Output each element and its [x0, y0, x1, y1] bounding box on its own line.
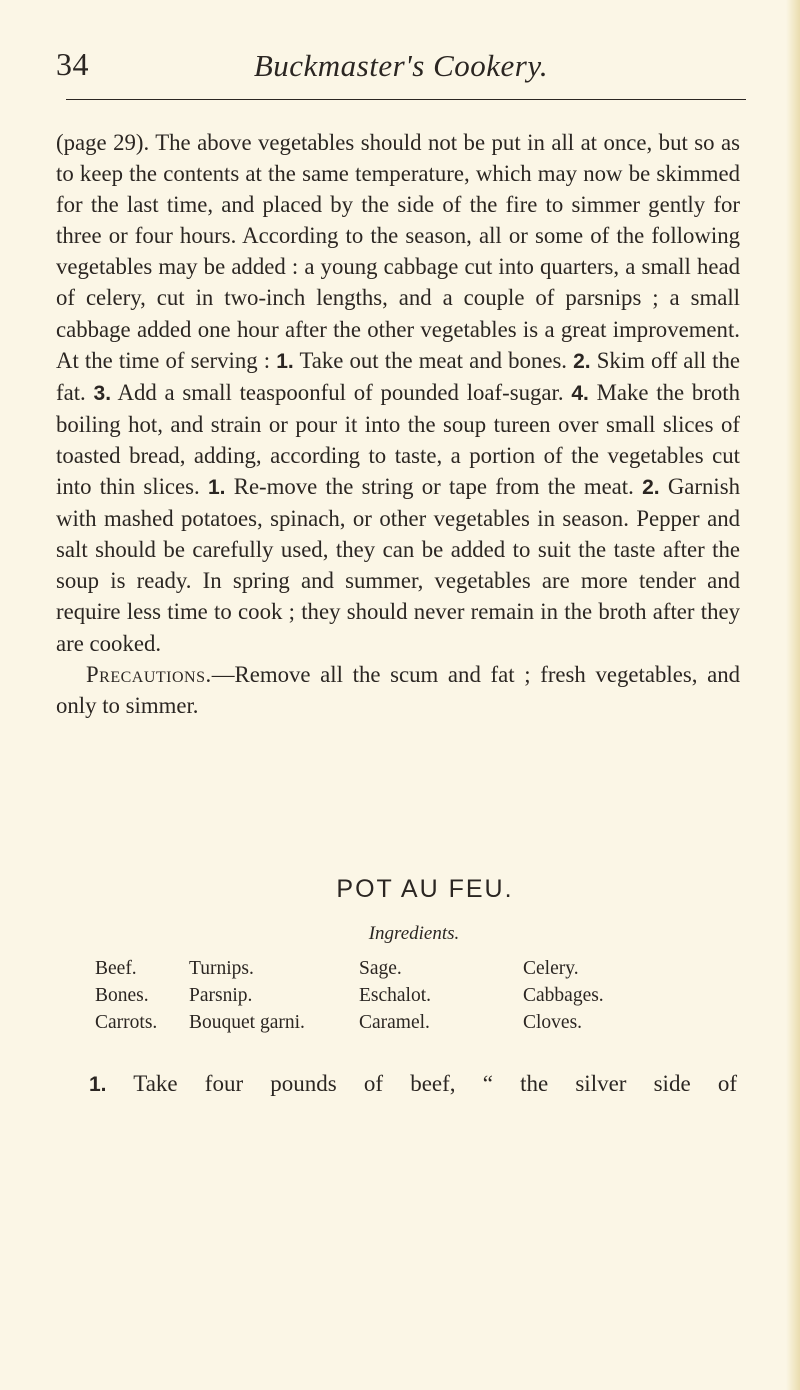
- step-number: 1.: [276, 349, 294, 373]
- ingredient: Cloves.: [523, 1012, 583, 1033]
- page-header: [56, 40, 746, 96]
- header-rule: [66, 99, 746, 100]
- step-number: 2.: [573, 349, 591, 373]
- paragraph: [56, 127, 740, 659]
- step-number: 3.: [93, 381, 112, 405]
- ingredient: Beef.: [95, 958, 137, 979]
- running-title: Buckmaster's Cookery.: [253, 48, 549, 83]
- paragraph-text: Garnish with mashed potatoes, spinach, or other vegetables in season. Pepper and salt should be carefully used, they can be added to suit the taste after the soup is ready. In spring and summer, vegetables are more tender and require less time to cook ; they should never remain in the broth after they are cooked.: [56, 474, 741, 656]
- ingredient: Sage.: [359, 958, 402, 979]
- page-edge: [786, 0, 800, 1390]
- paragraph-text: Re-move the string or tape from the meat.: [225, 474, 643, 500]
- precautions-text: —Remove all the scum and fat ; fresh vegetables, and only to simmer.: [56, 661, 740, 718]
- ingredient: Bouquet garni.: [189, 1012, 305, 1033]
- step-number: 1.: [89, 1073, 107, 1096]
- ingredients-heading: Ingredients.: [368, 923, 460, 944]
- ingredient: Caramel.: [359, 1012, 430, 1033]
- paragraph-text: Skim off all the fat.: [56, 347, 741, 405]
- precautions-paragraph: [56, 659, 740, 721]
- ingredient: Eschalot.: [359, 985, 432, 1006]
- step-number: 2.: [642, 476, 660, 500]
- step-number: 4.: [571, 381, 589, 405]
- paragraph-text: Take out the meat and bones.: [293, 347, 574, 373]
- ingredient: Parsnip.: [189, 985, 253, 1006]
- precautions-label: Precautions.: [86, 661, 212, 687]
- ingredient: Carrots.: [95, 1012, 158, 1033]
- recipe-title: POT AU FEU.: [336, 875, 514, 903]
- recipe-step-1: [89, 1068, 737, 1100]
- step-number: 1.: [207, 476, 226, 500]
- paragraph-text: (page 29). The above vegetables should not be put in all at once, but so as to keep the contents at the same temperature, which may now be skimmed for the last time, and placed by the side of the fire to simmer gently for three or four hours. According to the season, all or some of the following vegetables may be added : a young cabbage cut into quarters, a small head of celery, cut in two-inch lengths, and a couple of parsnips ; a small cabbage added one hour after the other vegetables is a great improvement. At the time of serving :: [56, 130, 740, 373]
- ingredient: Turnips.: [189, 958, 254, 979]
- ingredient: Cabbages.: [523, 985, 604, 1006]
- step-text: Take four pounds of beef, “ the silver side of: [106, 1071, 737, 1096]
- paragraph-text: Make the broth boiling hot, and strain or pour it into the soup tureen over small slices of toasted bread, adding, according to taste, a portion of the vegetables cut into thin slices.: [56, 379, 740, 500]
- page-number: 34: [56, 46, 89, 82]
- ingredient: Bones.: [95, 985, 149, 1006]
- paragraph-text: Add a small teaspoonful of pounded loaf-sugar.: [111, 379, 572, 405]
- body-text: [56, 127, 740, 721]
- ingredient: Celery.: [523, 958, 579, 979]
- ingredients-list: [95, 955, 745, 1036]
